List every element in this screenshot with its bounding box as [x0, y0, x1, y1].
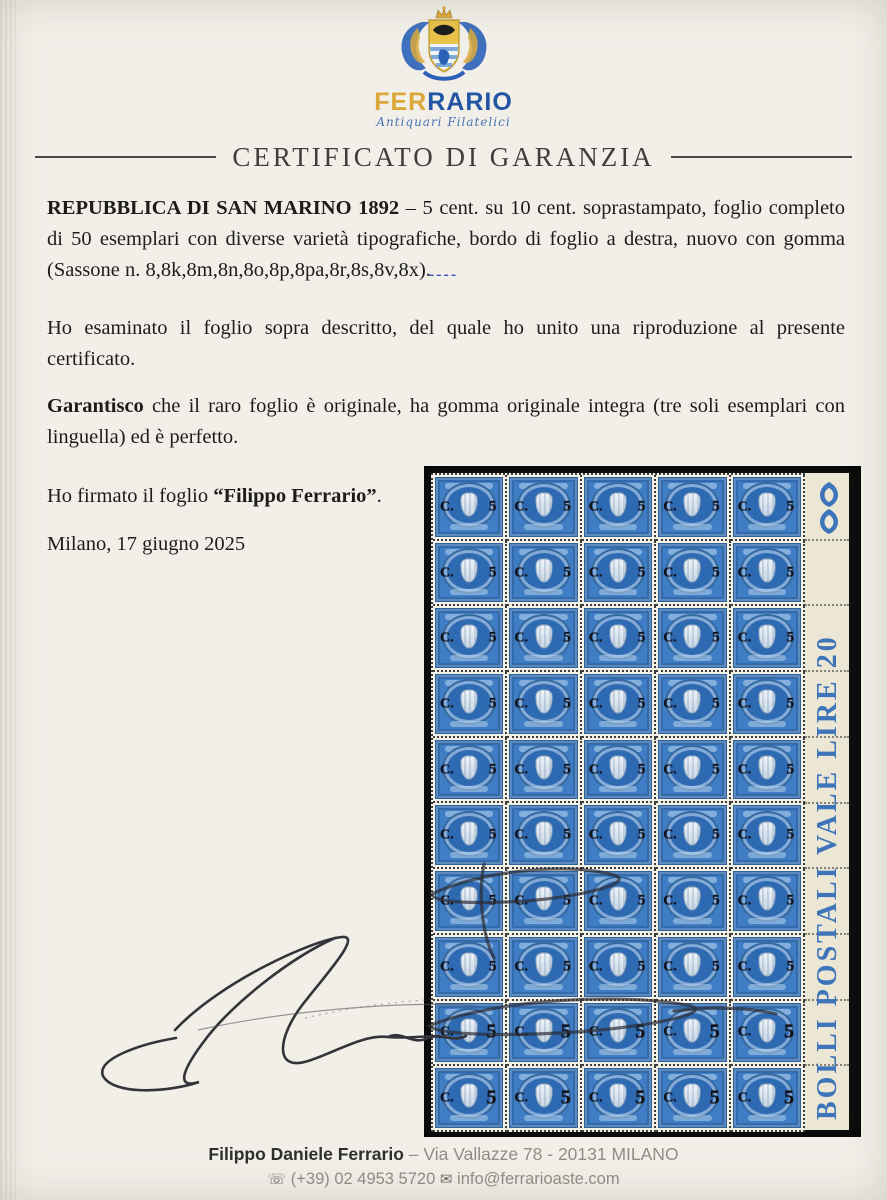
overprint-c: C.	[663, 499, 677, 515]
overprint-c: C.	[440, 1025, 454, 1041]
overprint-c: C.	[737, 630, 752, 646]
overprint-5: 5	[712, 892, 720, 909]
overprint-c: C.	[737, 959, 752, 975]
paragraph-guarantee-bold: Garantisco	[47, 395, 144, 417]
coat-of-arms-icon	[384, 6, 504, 86]
overprint-c: C.	[663, 696, 677, 712]
overprint-c: C.	[588, 893, 603, 909]
overprint-c: C.	[440, 893, 454, 909]
overprint-5: 5	[786, 629, 794, 646]
logo-tagline: Antiquari Filatelici	[376, 115, 511, 129]
overprint-5: 5	[637, 695, 646, 712]
overprint-5: 5	[784, 1086, 794, 1109]
footer-address: Via Vallazze 78 - 20131 MILANO	[423, 1144, 679, 1164]
overprint-c: C.	[737, 499, 752, 515]
signature	[80, 910, 480, 1100]
overprint-5: 5	[488, 761, 497, 778]
overprint-5: 5	[786, 826, 794, 843]
overprint-c: C.	[440, 630, 454, 646]
overprint-5: 5	[488, 564, 497, 581]
overprint-c: C.	[514, 499, 529, 515]
overprint-c: C.	[737, 1090, 752, 1106]
overprint-c: C.	[440, 499, 454, 515]
overprint-c: C.	[588, 1025, 603, 1041]
overprint-5: 5	[786, 958, 794, 975]
blue-dash-divider: ----	[428, 266, 459, 283]
overprint-c: C.	[514, 762, 529, 778]
overprint-c: C.	[663, 565, 677, 581]
overprint-5: 5	[637, 826, 646, 843]
overprint-c: C.	[514, 1090, 529, 1106]
overprint-5: 5	[488, 892, 497, 909]
paragraph-signed-pre: Ho firmato il foglio	[47, 485, 214, 507]
overprint-5: 5	[712, 629, 720, 646]
sheet-margin-text: BOLLI POSTALI VALE LIRE 20	[812, 634, 843, 1120]
overprint-c: C.	[737, 762, 752, 778]
overprint-c: C.	[737, 893, 752, 909]
overprint-c: C.	[514, 565, 529, 581]
overprint-5: 5	[712, 761, 720, 778]
overprint-c: C.	[588, 696, 603, 712]
overprint-c: C.	[588, 827, 603, 843]
overprint-c: C.	[514, 827, 529, 843]
paragraph-examined: Ho esaminato il foglio sopra descritto, del quale ho unito una riproduzione al presente certificato.	[47, 317, 845, 370]
overprint-c: C.	[737, 1025, 752, 1041]
footer-contact-line	[0, 1144, 887, 1165]
footer-separator: –	[408, 1144, 419, 1164]
overprint-c: C.	[663, 959, 677, 975]
overprint-5: 5	[563, 958, 571, 975]
overprint-5: 5	[486, 1086, 497, 1109]
paragraph-description-rest: – 5 cent. su 10 cent. soprastampato, foglio completo di 50 esemplari con diverse varietà tipografiche, bordo di foglio a destra, nuovo con gomma (Sassone n. 8,8k,8m,8n,8o,8p,8pa,8r,8s,8v,8x).	[47, 197, 845, 281]
overprint-5: 5	[786, 498, 794, 515]
overprint-c: C.	[663, 762, 677, 778]
overprint-c: C.	[588, 565, 603, 581]
overprint-5: 5	[637, 498, 646, 515]
overprint-c: C.	[663, 1025, 677, 1041]
overprint-c: C.	[663, 1090, 677, 1106]
overprint-c: C.	[514, 630, 529, 646]
paragraph-signed-post: .	[376, 485, 382, 507]
overprint-5: 5	[786, 761, 794, 778]
overprint-5: 5	[563, 826, 571, 843]
overprint-5: 5	[488, 498, 497, 515]
overprint-c: C.	[440, 696, 454, 712]
overprint-c: C.	[588, 762, 603, 778]
paragraph-guarantee	[47, 391, 845, 453]
title-rule-right	[671, 156, 852, 158]
overprint-5: 5	[486, 1020, 497, 1043]
scan-edge-artifact	[0, 0, 16, 1200]
paragraph-guarantee-rest: che il raro foglio è originale, ha gomma originale integra (tre soli esemplari con linguella) ed è perfetto.	[47, 395, 845, 448]
overprint-5: 5	[786, 564, 794, 581]
overprint-5: 5	[635, 1086, 646, 1109]
paragraph-description-bold: REPUBBLICA DI SAN MARINO 1892	[47, 197, 400, 219]
overprint-5: 5	[488, 695, 497, 712]
title-row	[35, 140, 852, 174]
overprint-c: C.	[737, 827, 752, 843]
overprint-5: 5	[637, 892, 646, 909]
footer-email: info@ferrarioaste.com	[457, 1170, 620, 1188]
logo-wordmark	[0, 88, 887, 117]
logo-wordmark-blue: RARIO	[427, 88, 513, 116]
sheet-signature-strokes	[424, 466, 861, 1137]
overprint-5: 5	[709, 1020, 720, 1043]
envelope-icon: ✉	[439, 1170, 453, 1188]
overprint-5: 5	[786, 695, 794, 712]
overprint-c: C.	[514, 696, 529, 712]
overprint-c: C.	[663, 630, 677, 646]
overprint-5: 5	[712, 498, 720, 515]
logo-block	[0, 6, 887, 129]
overprint-5: 5	[712, 695, 720, 712]
overprint-5: 5	[563, 761, 571, 778]
overprint-5: 5	[563, 564, 571, 581]
footer-phone: (+39) 02 4953 5720	[290, 1170, 436, 1188]
overprint-5: 5	[784, 1020, 794, 1043]
overprint-c: C.	[440, 565, 454, 581]
overprint-c: C.	[514, 959, 529, 975]
overprint-5: 5	[560, 1086, 571, 1109]
overprint-5: 5	[637, 564, 646, 581]
footer-name: Filippo Daniele Ferrario	[208, 1144, 404, 1164]
overprint-5: 5	[635, 1020, 646, 1043]
overprint-5: 5	[488, 629, 497, 646]
overprint-c: C.	[588, 630, 603, 646]
overprint-5: 5	[563, 892, 571, 909]
overprint-c: C.	[588, 1090, 603, 1106]
overprint-5: 5	[637, 761, 646, 778]
certificate-title: CERTIFICATO DI GARANZIA	[232, 141, 655, 172]
phone-icon: ☏	[267, 1170, 287, 1188]
overprint-c: C.	[663, 827, 677, 843]
overprint-5: 5	[786, 892, 794, 909]
overprint-5: 5	[637, 958, 646, 975]
overprint-c: C.	[440, 1090, 454, 1106]
overprint-5: 5	[563, 498, 571, 515]
overprint-5: 5	[560, 1020, 571, 1043]
overprint-c: C.	[737, 565, 752, 581]
overprint-c: C.	[514, 1025, 529, 1041]
overprint-5: 5	[709, 1086, 720, 1109]
overprint-c: C.	[440, 827, 454, 843]
overprint-c: C.	[588, 499, 603, 515]
overprint-5: 5	[563, 629, 571, 646]
overprint-c: C.	[663, 893, 677, 909]
overprint-c: C.	[737, 696, 752, 712]
overprint-c: C.	[440, 959, 454, 975]
overprint-5: 5	[637, 629, 646, 646]
overprint-5: 5	[488, 826, 497, 843]
overprint-5: 5	[488, 958, 497, 975]
paragraph-signed-name: “Filippo Ferrario”	[213, 485, 377, 507]
overprint-5: 5	[563, 695, 571, 712]
title-rule-left	[35, 156, 216, 158]
overprint-5: 5	[712, 958, 720, 975]
overprint-5: 5	[712, 826, 720, 843]
footer-phone-email-line	[0, 1170, 887, 1189]
overprint-5: 5	[712, 564, 720, 581]
dateline: Milano, 17 giugno 2025	[47, 533, 246, 555]
overprint-c: C.	[514, 893, 529, 909]
stamp-sheet-photo	[424, 466, 861, 1137]
overprint-c: C.	[588, 959, 603, 975]
footer	[0, 1144, 887, 1189]
logo-wordmark-gold: FER	[374, 88, 428, 116]
overprint-c: C.	[440, 762, 454, 778]
